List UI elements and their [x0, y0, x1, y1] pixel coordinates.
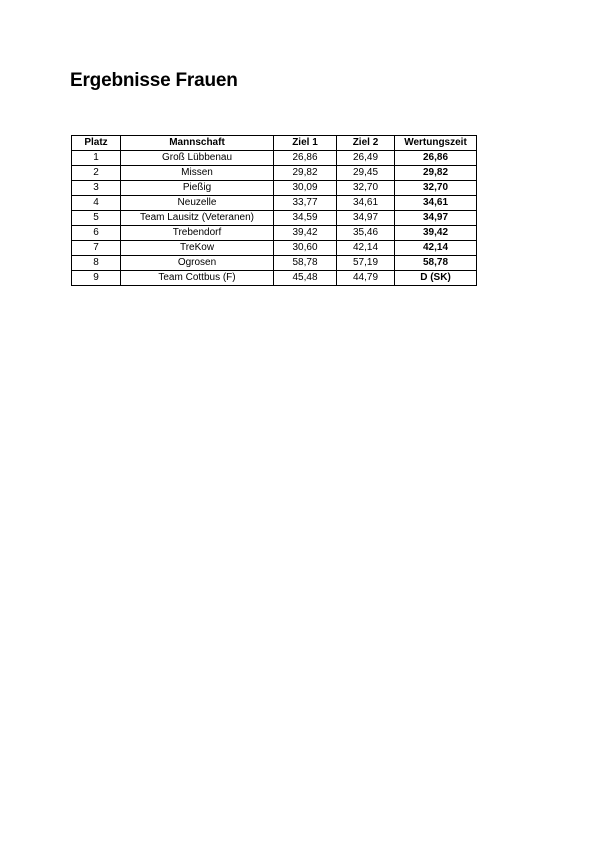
- cell-platz: 6: [72, 226, 121, 241]
- cell-ziel-2: 57,19: [337, 256, 395, 271]
- cell-platz: 9: [72, 271, 121, 286]
- table-header-row: [72, 136, 477, 151]
- header-ziel-2: Ziel 2: [337, 136, 395, 151]
- cell-platz: 7: [72, 241, 121, 256]
- table-row: [72, 226, 477, 241]
- cell-wertungszeit: D (SK): [395, 271, 477, 286]
- table-row: [72, 271, 477, 286]
- cell-ziel-2: 34,97: [337, 211, 395, 226]
- cell-ziel-1: 33,77: [274, 196, 337, 211]
- cell-mannschaft: Pießig: [121, 181, 274, 196]
- cell-ziel-2: 32,70: [337, 181, 395, 196]
- cell-ziel-2: 29,45: [337, 166, 395, 181]
- header-mannschaft: Mannschaft: [121, 136, 274, 151]
- cell-wertungszeit: 39,42: [395, 226, 477, 241]
- header-ziel-1: Ziel 1: [274, 136, 337, 151]
- cell-ziel-1: 58,78: [274, 256, 337, 271]
- cell-platz: 8: [72, 256, 121, 271]
- cell-ziel-1: 34,59: [274, 211, 337, 226]
- table-row: [72, 151, 477, 166]
- table-row: [72, 211, 477, 226]
- cell-mannschaft: Team Cottbus (F): [121, 271, 274, 286]
- cell-platz: 5: [72, 211, 121, 226]
- results-table: [71, 135, 477, 286]
- cell-platz: 4: [72, 196, 121, 211]
- cell-platz: 2: [72, 166, 121, 181]
- cell-ziel-2: 34,61: [337, 196, 395, 211]
- table-row: [72, 256, 477, 271]
- cell-ziel-1: 30,09: [274, 181, 337, 196]
- table-row: [72, 181, 477, 196]
- cell-wertungszeit: 58,78: [395, 256, 477, 271]
- cell-ziel-2: 35,46: [337, 226, 395, 241]
- cell-mannschaft: Missen: [121, 166, 274, 181]
- cell-mannschaft: Groß Lübbenau: [121, 151, 274, 166]
- page-title: Ergebnisse Frauen: [70, 70, 238, 91]
- cell-mannschaft: Neuzelle: [121, 196, 274, 211]
- cell-mannschaft: Team Lausitz (Veteranen): [121, 211, 274, 226]
- cell-wertungszeit: 32,70: [395, 181, 477, 196]
- cell-mannschaft: Trebendorf: [121, 226, 274, 241]
- cell-wertungszeit: 26,86: [395, 151, 477, 166]
- cell-wertungszeit: 42,14: [395, 241, 477, 256]
- table-row: [72, 196, 477, 211]
- cell-ziel-1: 26,86: [274, 151, 337, 166]
- cell-wertungszeit: 34,97: [395, 211, 477, 226]
- cell-ziel-2: 26,49: [337, 151, 395, 166]
- cell-wertungszeit: 29,82: [395, 166, 477, 181]
- cell-mannschaft: TreKow: [121, 241, 274, 256]
- cell-ziel-1: 30,60: [274, 241, 337, 256]
- cell-ziel-2: 44,79: [337, 271, 395, 286]
- cell-ziel-1: 29,82: [274, 166, 337, 181]
- table-row: [72, 241, 477, 256]
- header-wertungszeit: Wertungszeit: [395, 136, 477, 151]
- cell-ziel-1: 45,48: [274, 271, 337, 286]
- cell-mannschaft: Ogrosen: [121, 256, 274, 271]
- cell-ziel-1: 39,42: [274, 226, 337, 241]
- header-platz: Platz: [72, 136, 121, 151]
- cell-ziel-2: 42,14: [337, 241, 395, 256]
- table-row: [72, 166, 477, 181]
- cell-platz: 1: [72, 151, 121, 166]
- cell-platz: 3: [72, 181, 121, 196]
- cell-wertungszeit: 34,61: [395, 196, 477, 211]
